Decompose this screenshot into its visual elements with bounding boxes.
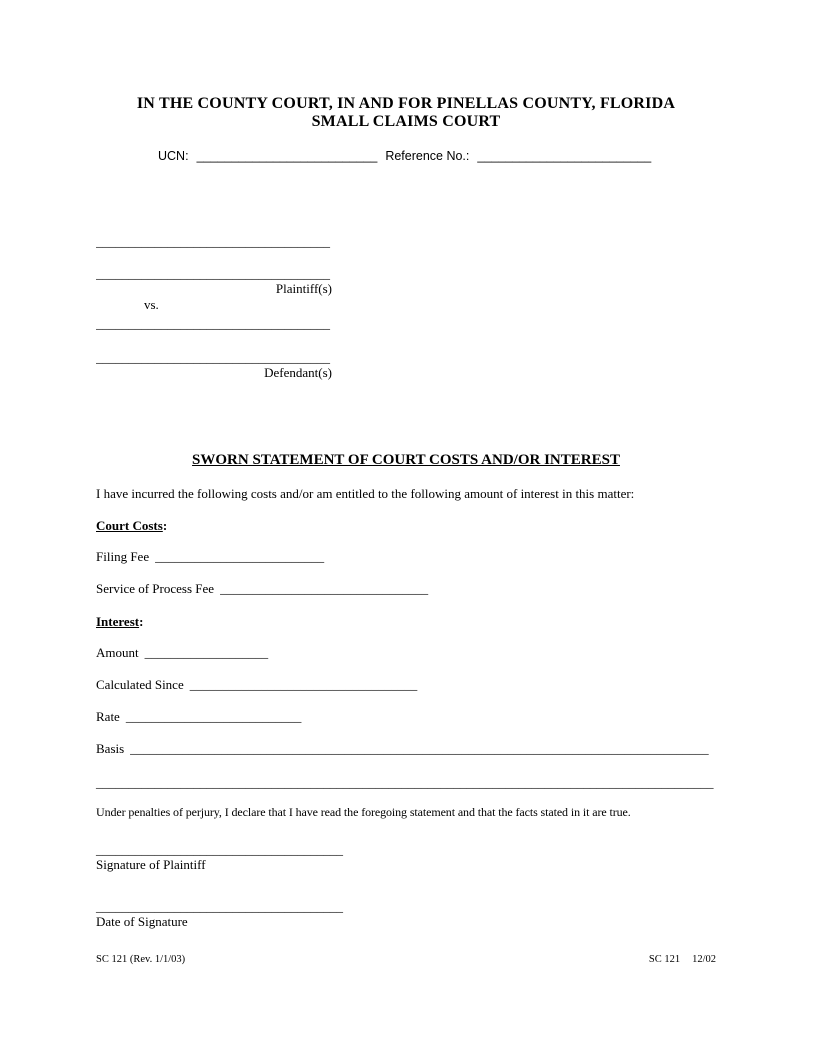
defendant-label: Defendant(s) bbox=[264, 365, 332, 380]
filing-fee-label: Filing Fee bbox=[96, 549, 150, 564]
perjury-declaration: Under penalties of perjury, I declare that I have read the foregoing statement and that the facts stated in it are true. bbox=[96, 805, 631, 819]
form-heading: SWORN STATEMENT OF COURT COSTS AND/OR INTEREST bbox=[192, 452, 620, 468]
ucn-label: UCN: bbox=[158, 149, 189, 163]
plaintiff-label: Plaintiff(s) bbox=[275, 281, 332, 296]
page-footer bbox=[96, 953, 716, 966]
calculated-since-blank-line: ___________________________________ bbox=[189, 677, 418, 692]
date-of-signature-label: Date of Signature bbox=[96, 914, 188, 929]
basis-row bbox=[96, 741, 716, 756]
filing-fee-row bbox=[96, 549, 716, 564]
court-costs-section-heading: Court Costs: bbox=[96, 518, 168, 533]
basis-blank-line: _________________________________________________________________________________________ bbox=[130, 741, 709, 756]
plaintiff-name-line2: ____________________________________ bbox=[96, 266, 330, 281]
case-number-row bbox=[158, 149, 716, 164]
basis-continuation-blank-line: _______________________________________________________________________________________________ bbox=[96, 775, 714, 790]
defendant-name-line2: ____________________________________ bbox=[96, 350, 330, 365]
amount-label: Amount bbox=[96, 645, 139, 660]
plaintiff-name-line1: ____________________________________ bbox=[96, 234, 330, 249]
form-number-right: SC 121 12/02 bbox=[648, 954, 716, 965]
service-fee-blank-line: ________________________________ bbox=[220, 581, 429, 596]
signature-block bbox=[96, 842, 716, 929]
court-title-line1: IN THE COUNTY COURT, IN AND FOR PINELLAS COUNTY, FLORIDA bbox=[136, 95, 676, 112]
calculated-since-row bbox=[96, 677, 716, 692]
ucn-blank-line: __________________________ bbox=[196, 149, 378, 163]
defendant-name-line1: ____________________________________ bbox=[96, 316, 330, 331]
signature-blank-line: ______________________________________ bbox=[96, 842, 343, 857]
service-fee-row bbox=[96, 581, 716, 596]
rate-row bbox=[96, 709, 716, 724]
rate-blank-line: ___________________________ bbox=[125, 709, 302, 724]
intro-statement: I have incurred the following costs and/or am entitled to the following amount of interest in this matter: bbox=[96, 486, 635, 501]
date-blank-line: ______________________________________ bbox=[96, 899, 343, 914]
rate-label: Rate bbox=[96, 709, 120, 724]
basis-label: Basis bbox=[96, 741, 125, 756]
amount-blank-line: ___________________ bbox=[144, 645, 269, 660]
party-caption-block bbox=[96, 234, 332, 380]
signature-of-plaintiff-label: Signature of Plaintiff bbox=[96, 857, 206, 872]
court-title-line2: SMALL CLAIMS COURT bbox=[311, 113, 501, 130]
amount-row bbox=[96, 645, 716, 660]
reference-no-label: Reference No.: bbox=[385, 149, 470, 163]
calculated-since-label: Calculated Since bbox=[96, 677, 184, 692]
form-revision-number: SC 121 (Rev. 1/1/03) bbox=[96, 954, 186, 965]
court-title bbox=[96, 95, 716, 131]
interest-section-heading: Interest: bbox=[96, 614, 144, 629]
filing-fee-blank-line: __________________________ bbox=[155, 549, 325, 564]
versus-label: vs. bbox=[144, 297, 159, 312]
reference-no-blank-line: _________________________ bbox=[477, 149, 652, 163]
service-fee-label: Service of Process Fee bbox=[96, 581, 215, 596]
